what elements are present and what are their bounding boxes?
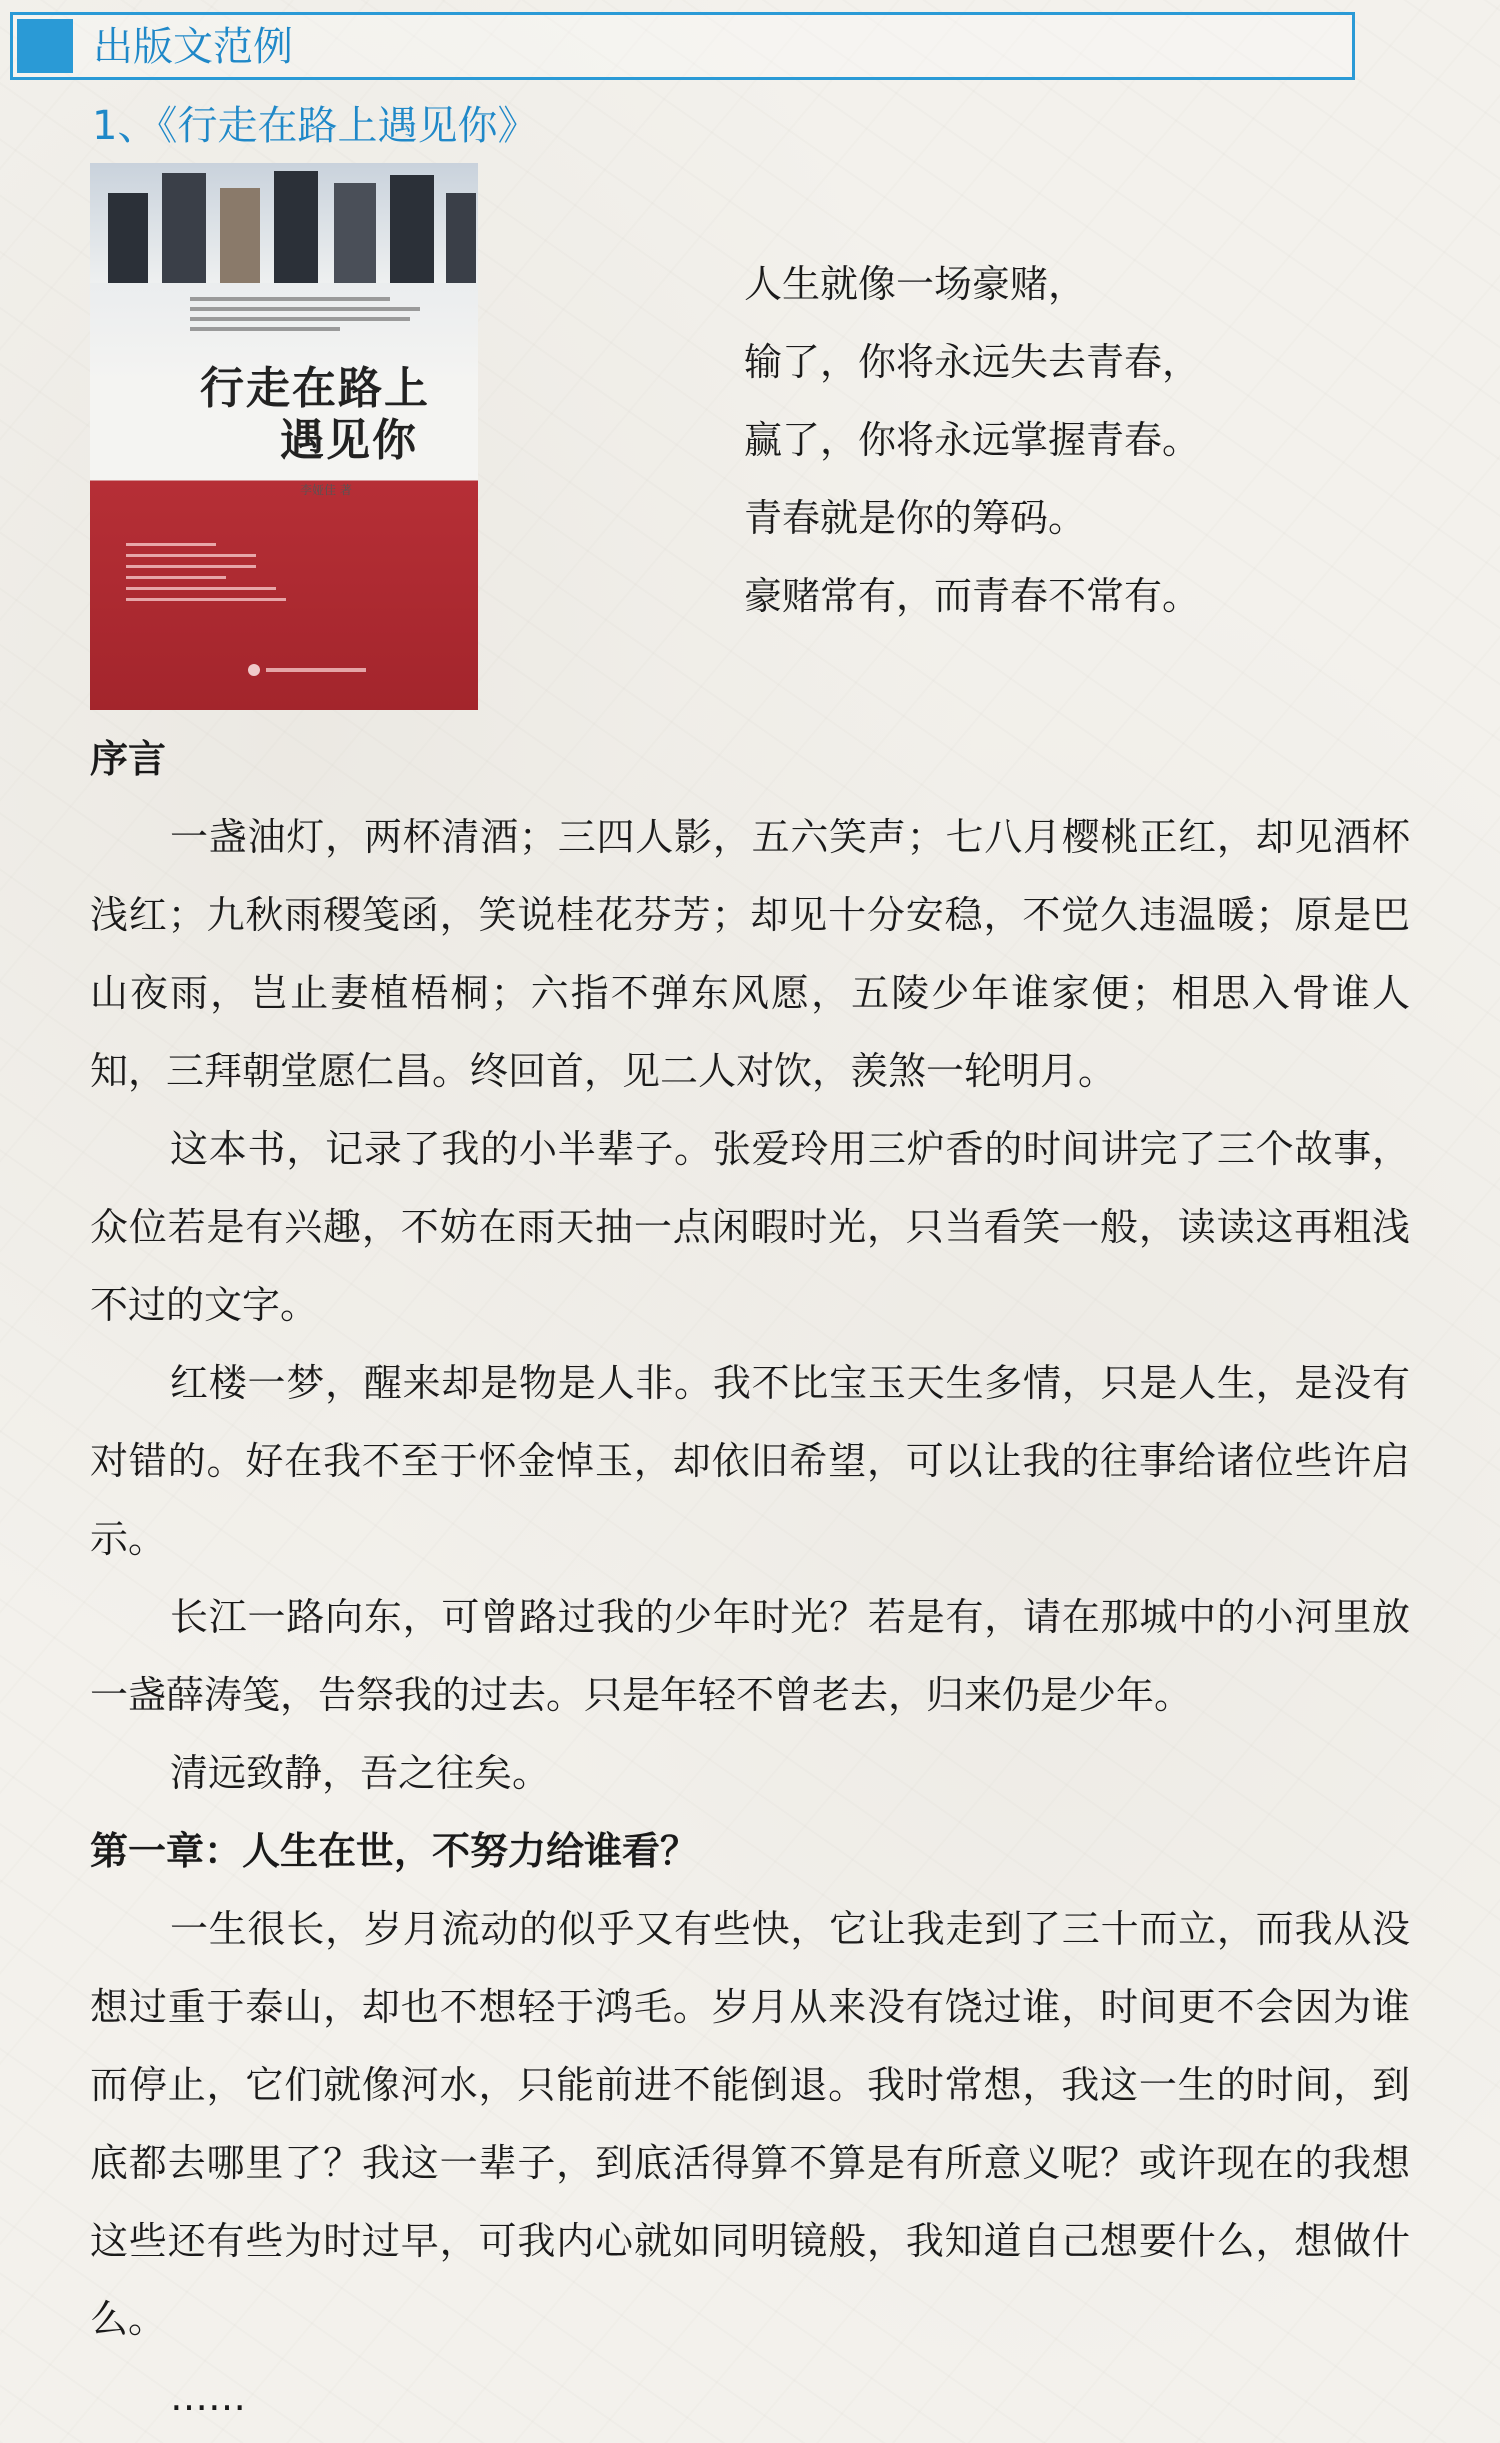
poem-line: 青春就是你的筹码。 bbox=[744, 496, 1087, 540]
cover-title-line2: 遇见你 bbox=[280, 415, 418, 466]
cover-author: 李娅佳 著 bbox=[300, 483, 352, 497]
preface-paragraph: 这本书，记录了我的小半辈子。张爱玲用三炉香的时间讲完了三个故事，众位若是有兴趣，不妨在雨天抽一点闲暇时光，只当看笑一般，读读这再粗浅不过的文字。 bbox=[90, 1127, 1410, 1327]
book-cover-image bbox=[90, 163, 478, 710]
poem-block bbox=[744, 245, 1444, 635]
cover-blurb-text bbox=[190, 291, 430, 337]
chapter1-heading: 第一章：人生在世，不努力给谁看？ bbox=[90, 1829, 699, 1873]
preface-paragraph: 一盏油灯，两杯清酒；三四人影，五六笑声；七八月樱桃正红，却见酒杯浅红；九秋雨稷笺函，笑说桂花芬芳；却见十分安稳，不觉久违温暖；原是巴山夜雨，岂止妻植梧桐；六指不弹东风愿，五陵少年谁家便；相思入骨谁人知，三拜朝堂愿仁昌。终回首，见二人对饮，羡煞一轮明月。 bbox=[90, 815, 1410, 1093]
cover-title bbox=[200, 363, 430, 467]
poem-line: 输了，你将永远失去青春， bbox=[744, 340, 1201, 384]
ellipsis: …… bbox=[170, 2375, 246, 2419]
section-header bbox=[10, 12, 1355, 80]
cover-poem-text bbox=[126, 535, 326, 609]
book-title: 1、《行走在路上遇见你》 bbox=[92, 103, 538, 149]
preface-paragraph: 红楼一梦，醒来却是物是人非。我不比宝玉天生多情，只是人生，是没有对错的。好在我不至于怀金悼玉，却依旧希望，可以让我的往事给诸位些许启示。 bbox=[90, 1361, 1410, 1561]
cover-people-illustration bbox=[90, 163, 478, 283]
chapter1-paragraph: 一生很长，岁月流动的似乎又有些快，它让我走到了三十而立，而我从没想过重于泰山，却也不想轻于鸿毛。岁月从来没有饶过谁，时间更不会因为谁而停止，它们就像河水，只能前进不能倒退。我时常想，我这一生的时间，到底都去哪里了？我这一辈子，到底活得算不算是有所意义呢？或许现在的我想这些还有些为时过早，可我内心就如同明镜般，我知道自己想要什么，想做什么。 bbox=[90, 1907, 1410, 2341]
poem-line: 赢了，你将永远掌握青春。 bbox=[744, 418, 1201, 462]
poem-line: 豪赌常有，而青春不常有。 bbox=[744, 574, 1201, 618]
cover-title-line1: 行走在路上 bbox=[200, 363, 430, 414]
section-title: 出版文范例 bbox=[93, 24, 293, 70]
cover-publisher bbox=[248, 663, 366, 676]
main-text bbox=[90, 720, 1410, 2436]
poem-line: 人生就像一场豪赌， bbox=[744, 262, 1087, 306]
header-accent-square bbox=[17, 19, 73, 73]
preface-heading: 序言 bbox=[90, 737, 167, 781]
preface-paragraph: 清远致静，吾之往矣。 bbox=[170, 1751, 551, 1795]
preface-paragraph: 长江一路向东，可曾路过我的少年时光？若是有，请在那城中的小河里放一盏薛涛笺，告祭我的过去。只是年轻不曾老去，归来仍是少年。 bbox=[90, 1595, 1410, 1717]
publisher-logo-icon bbox=[248, 664, 260, 676]
